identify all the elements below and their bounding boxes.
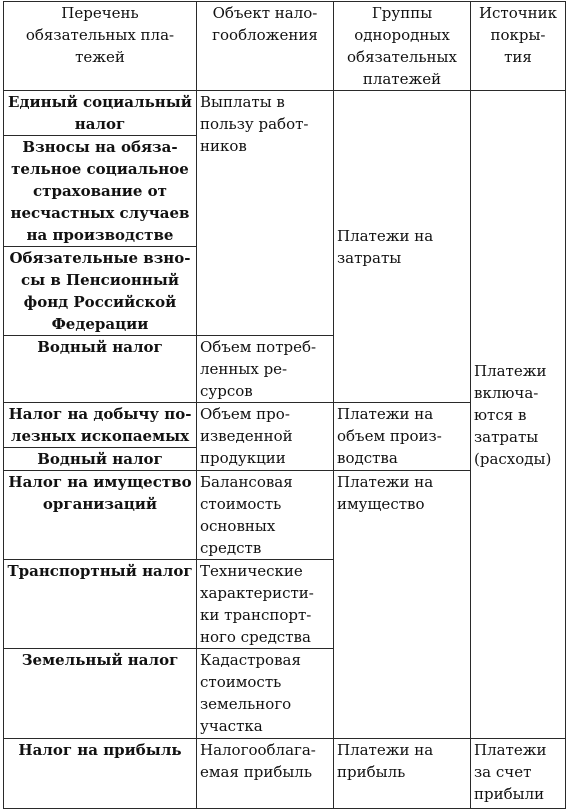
object-produced-output: Объем про- изведенной продукции	[197, 403, 334, 471]
object-cadastral-value: Кадастровая стоимость земельного участка	[197, 649, 334, 739]
group-profit-payments: Платежи на прибыль	[334, 739, 471, 809]
group-cost-payments: Платежи на затраты	[334, 91, 471, 403]
payment-water-tax-production: Водный налог	[4, 448, 197, 471]
payment-water-tax-resources: Водный налог	[4, 336, 197, 403]
source-costs: Платежи включа- ются в затраты (расходы)	[471, 91, 566, 739]
payment-property-tax: Налог на имущество организаций	[4, 471, 197, 560]
payment-unified-social-tax: Единый социальный налог	[4, 91, 197, 136]
payment-mineral-extraction-tax: Налог на добычу по- лезных ископаемых	[4, 403, 197, 448]
payment-profit-tax: Налог на прибыль	[4, 739, 197, 809]
object-vehicle-characteristics: Технические характеристи- ки транспорт- ного средства	[197, 560, 334, 649]
payment-land-tax: Земельный налог	[4, 649, 197, 739]
group-property-payments: Платежи на имущество	[334, 471, 471, 739]
header-tax-object: Объект нало- гообложения	[197, 2, 334, 91]
obligatory-payments-table	[3, 1, 566, 809]
payment-accident-insurance: Взносы на обяза- тельное социальное страхование от несчастных случаев на производстве	[4, 136, 197, 247]
object-employee-payments: Выплаты в пользу работ- ников	[197, 91, 334, 336]
object-taxable-profit: Налогооблага- емая прибыль	[197, 739, 334, 809]
payment-transport-tax: Транспортный налог	[4, 560, 197, 649]
header-payment-groups: Группы однородных обязательных платежей	[334, 2, 471, 91]
object-fixed-assets-value: Балансовая стоимость основных средств	[197, 471, 334, 560]
source-profit: Платежи за счет прибыли	[471, 739, 566, 809]
object-consumed-resources: Объем потреб- ленных ре- сурсов	[197, 336, 334, 403]
header-coverage-source: Источник покры- тия	[471, 2, 566, 91]
group-production-volume: Платежи на объем произ- водства	[334, 403, 471, 471]
payment-pension-fund: Обязательные взно- сы в Пенсионный фонд Российской Федерации	[4, 247, 197, 336]
header-payments-list: Перечень обязательных пла- тежей	[4, 2, 197, 91]
